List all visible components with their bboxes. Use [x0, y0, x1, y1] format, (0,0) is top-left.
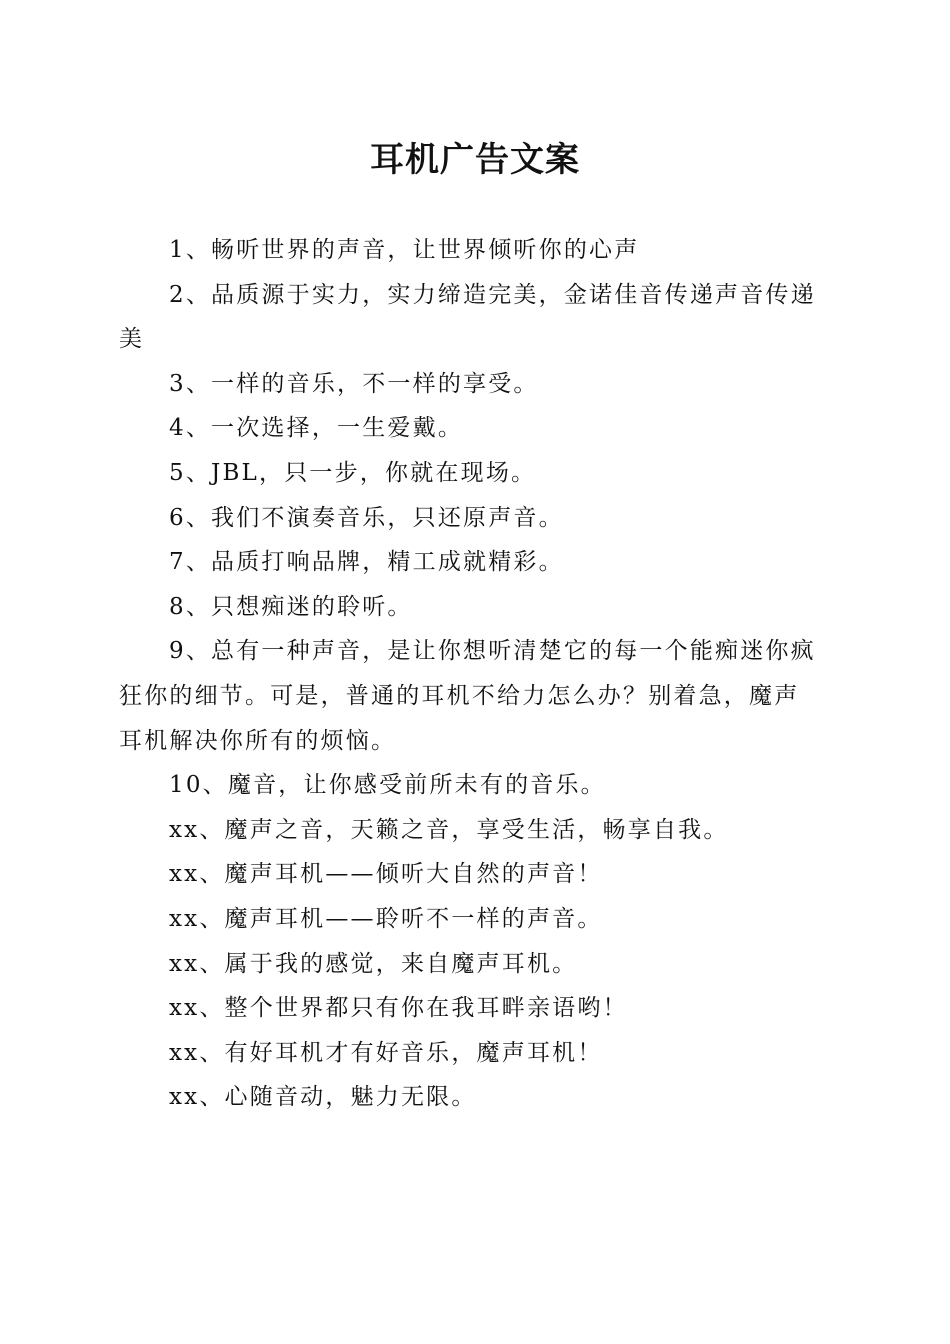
- slogan-paragraph: xx、魔声耳机——倾听大自然的声音！: [169, 861, 603, 888]
- slogan-paragraph: xx、整个世界都只有你在我耳畔亲语哟！: [169, 995, 628, 1022]
- slogan-paragraph: xx、魔声之音，天籁之音，享受生活，畅享自我。: [169, 816, 729, 843]
- document-body: [119, 228, 824, 1120]
- slogan-paragraph: 5、JBL，只一步，你就在现场。: [169, 459, 537, 486]
- slogan-paragraph: 8、只想痴迷的聆听。: [169, 593, 413, 620]
- slogan-paragraph: xx、属于我的感觉，来自魔声耳机。: [169, 950, 578, 977]
- slogan-paragraph: xx、有好耳机才有好音乐，魔声耳机！: [169, 1039, 603, 1066]
- slogan-paragraph: 1、畅听世界的声音，让世界倾听你的心声: [169, 237, 640, 263]
- slogan-paragraph: 3、一样的音乐，不一样的享受。: [169, 370, 539, 397]
- document-title: 耳机广告文案: [370, 140, 580, 180]
- slogan-paragraph: 10、魔音，让你感受前所未有的音乐。: [169, 772, 606, 799]
- slogan-paragraph: 4、一次选择，一生爱戴。: [169, 415, 464, 442]
- slogan-paragraph: xx、魔声耳机——聆听不一样的声音。: [169, 905, 603, 932]
- slogan-paragraph: 2、品质源于实力，实力缔造完美，金诺佳音传递声音传递美: [119, 281, 816, 353]
- slogan-paragraph: xx、心随音动，魅力无限。: [169, 1084, 477, 1111]
- slogan-paragraph: 6、我们不演奏音乐，只还原声音。: [169, 504, 564, 531]
- slogan-paragraph: 7、品质打响品牌，精工成就精彩。: [169, 549, 564, 576]
- slogan-paragraph: 9、总有一种声音，是让你想听清楚它的每一个能痴迷你疯狂你的细节。可是，普通的耳机不给力怎么办？别着急，魔声耳机解决你所有的烦恼。: [119, 638, 816, 754]
